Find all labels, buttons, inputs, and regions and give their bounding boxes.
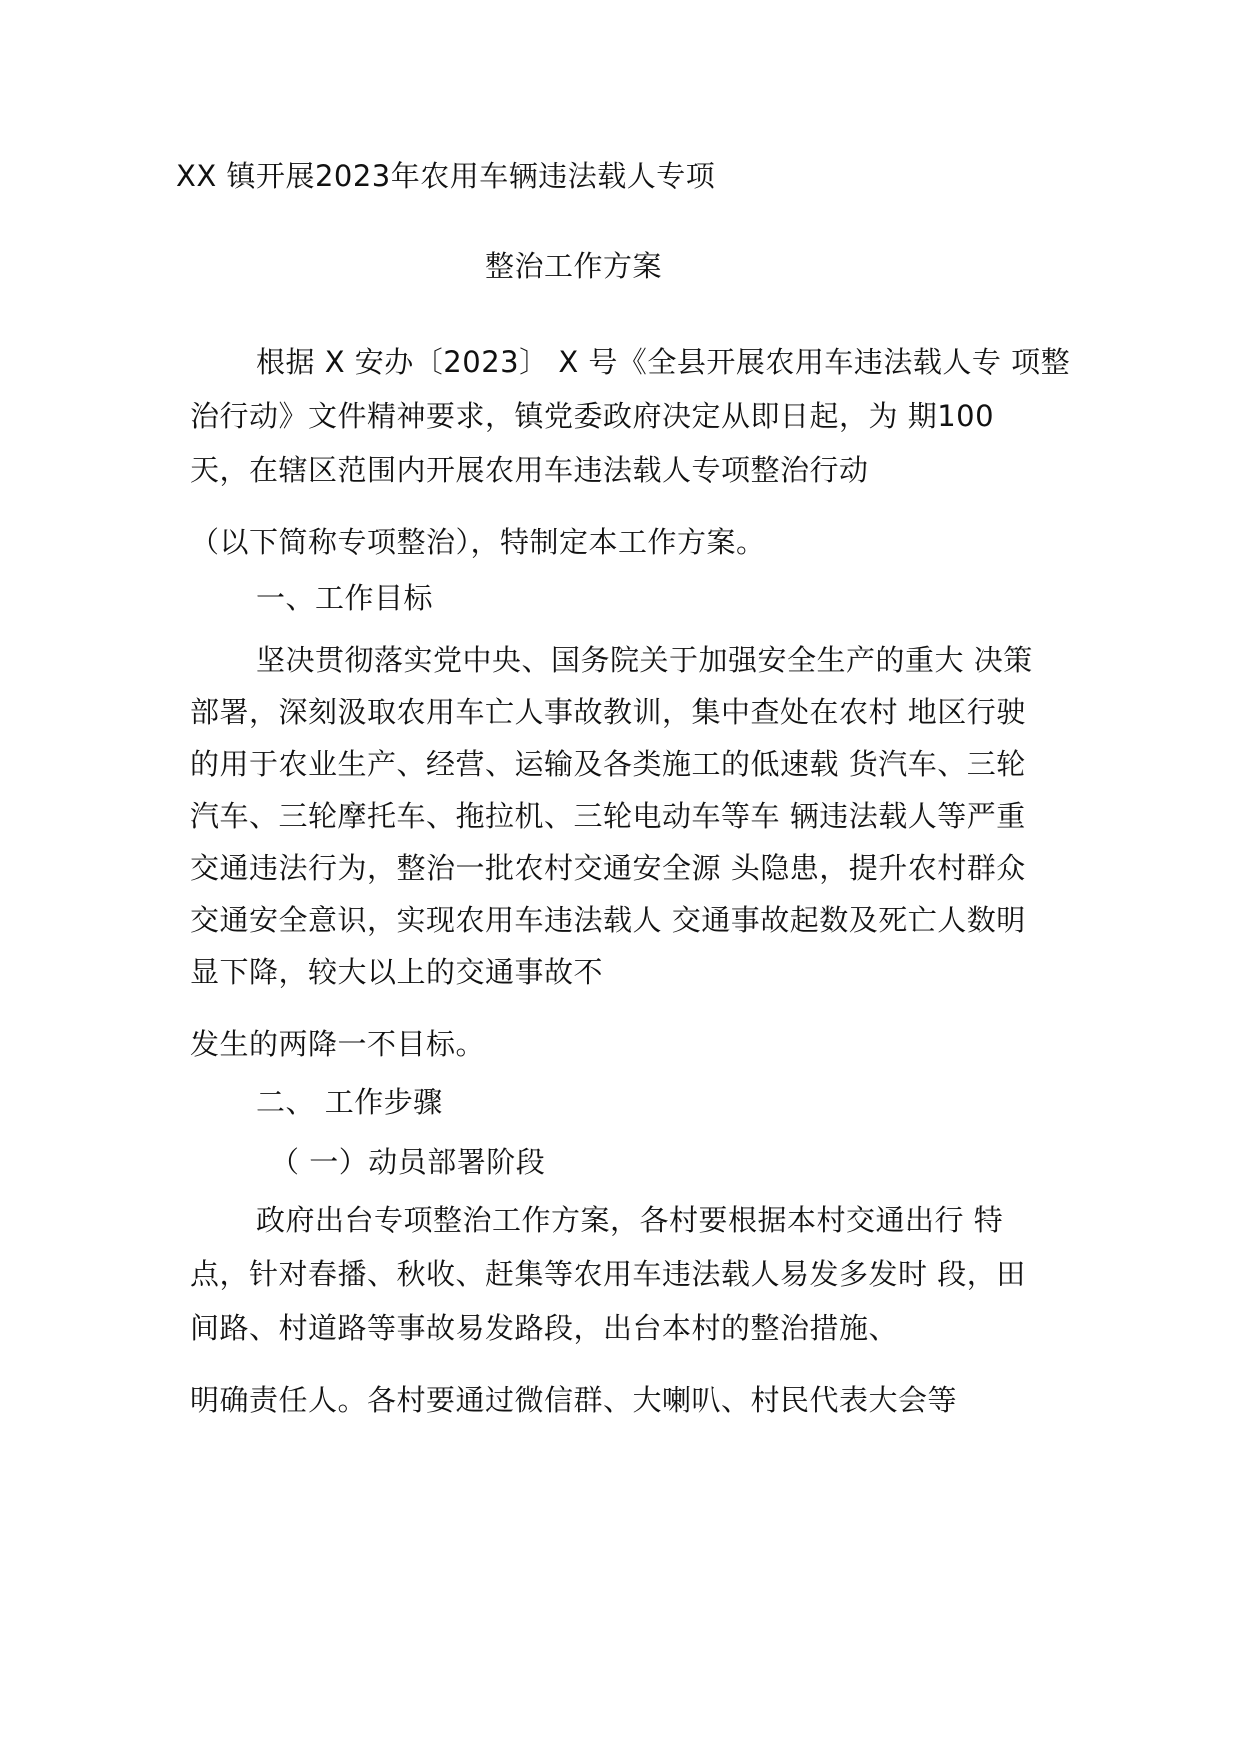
paragraph-line: 交通安全意识，实现农用车违法载人 交通事故起数及死亡人数明 (190, 903, 1026, 937)
subsection-heading: （ 一）动员部署阶段 (270, 1145, 546, 1179)
paragraph-line: （以下简称专项整治），特制定本工作方案。 (190, 525, 766, 559)
paragraph-line: 发生的两降一不目标。 (190, 1027, 486, 1061)
paragraph-line: 的用于农业生产、经营、运输及各类施工的低速载 货汽车、三轮 (190, 747, 1026, 781)
paragraph-line: 显下降，较大以上的交通事故不 (190, 955, 604, 989)
paragraph-line: 明确责任人。各村要通过微信群、大喇叭、村民代表大会等 (190, 1383, 958, 1417)
paragraph-line: 部署，深刻汲取农用车亡人事故教训，集中查处在农村 地区行驶 (190, 695, 1026, 729)
paragraph-line: 根据 X 安办〔2023〕 X 号《全县开展农用车违法载人专 项整 (256, 345, 1071, 379)
document-title-line-2: 整治工作方案 (485, 249, 663, 283)
paragraph-line: 交通违法行为，整治一批农村交通安全源 头隐患，提升农村群众 (190, 851, 1026, 885)
section-heading: 二、 工作步骤 (256, 1085, 443, 1119)
paragraph-line: 天，在辖区范围内开展农用车违法载人专项整治行动 (190, 453, 869, 487)
paragraph-line: 汽车、三轮摩托车、拖拉机、三轮电动车等车 辆违法载人等严重 (190, 799, 1026, 833)
paragraph-line: 治行动》文件精神要求，镇党委政府决定从即日起，为 期100 (190, 399, 995, 433)
section-heading: 一、工作目标 (256, 581, 434, 615)
paragraph-line: 政府出台专项整治工作方案，各村要根据本村交通出行 特 (256, 1203, 1004, 1237)
paragraph-line: 点，针对春播、秋收、赶集等农用车违法载人易发多发时 段，田 (190, 1257, 1026, 1291)
paragraph-line: 坚决贯彻落实党中央、国务院关于加强安全生产的重大 决策 (256, 643, 1033, 677)
document-title-line-1: XX 镇开展2023年农用车辆违法载人专项 (176, 159, 716, 193)
paragraph-line: 间路、村道路等事故易发路段，出台本村的整治措施、 (190, 1311, 899, 1345)
